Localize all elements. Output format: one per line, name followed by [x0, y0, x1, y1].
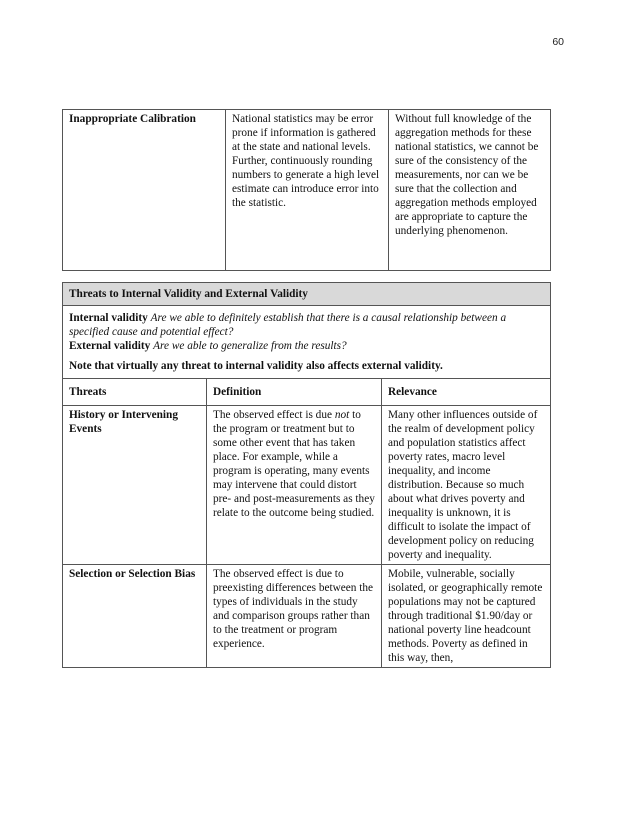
relevance-cell: Without full knowledge of the aggregation methods for these national statistics, we cannot be sure of the consistency of the measurements, nor can we be sure that the collection and aggregation methods employed are appropriate to capture the underlying phenomenon.	[389, 110, 551, 271]
validity-table	[62, 282, 551, 668]
column-header-row	[63, 379, 551, 406]
intro-row	[63, 306, 551, 379]
threat-cell: Selection or Selection Bias	[63, 565, 207, 668]
definition-text: The observed effect is due	[213, 409, 335, 421]
threat-cell: History or Intervening Events	[63, 406, 207, 565]
column-header-definition: Definition	[207, 379, 382, 406]
page-number: 60	[552, 36, 564, 48]
table-row	[63, 565, 551, 668]
external-validity-label: External validity	[69, 340, 151, 352]
internal-validity-definition: Are we able to definitely establish that there is a causal relationship between a specified cause and potential effect?	[69, 312, 507, 338]
validity-note: Note that virtually any threat to internal validity also affects external validity.	[69, 360, 443, 372]
relevance-cell: Many other influences outside of the realm of development policy and population statistics affect poverty rates, macro level inequality, and income distribution. Because so much about what drives poverty and inequality is unknown, it is difficult to isolate the impact of development policy on reducing poverty and inequality.	[382, 406, 551, 565]
definition-emphasis: not	[334, 409, 350, 421]
calibration-table	[62, 109, 551, 271]
relevance-cell: Mobile, vulnerable, socially isolated, or geographically remote populations may not be captured through traditional $1.90/day or national poverty line headcount methods. Poverty as defined in this way, then,	[382, 565, 551, 668]
definition-cell	[207, 406, 382, 565]
definition-cell: The observed effect is due to preexisting differences between the types of individuals in the study and comparison groups rather than to the treatment or program experience.	[207, 565, 382, 668]
table-title: Threats to Internal Validity and External Validity	[63, 283, 551, 306]
column-header-relevance: Relevance	[382, 379, 551, 406]
table-row	[63, 406, 551, 565]
internal-validity-label: Internal validity	[69, 312, 148, 324]
external-validity-definition: Are we able to generalize from the results?	[153, 340, 347, 352]
column-header-threats: Threats	[63, 379, 207, 406]
definition-text: to the program or treatment but to some other event that has taken place. For example, while a program is operating, many events may intervene that could distort pre- and post-measurements as they relate to the outcome being studied.	[213, 409, 375, 519]
threat-cell: Inappropriate Calibration	[63, 110, 226, 271]
intro-cell	[63, 306, 551, 379]
definition-cell: National statistics may be error prone if information is gathered at the state and national levels. Further, continuously rounding numbers to generate a high level estimate can introduce error into the statistic.	[226, 110, 389, 271]
table-title-row	[63, 283, 551, 306]
table-row	[63, 110, 551, 271]
